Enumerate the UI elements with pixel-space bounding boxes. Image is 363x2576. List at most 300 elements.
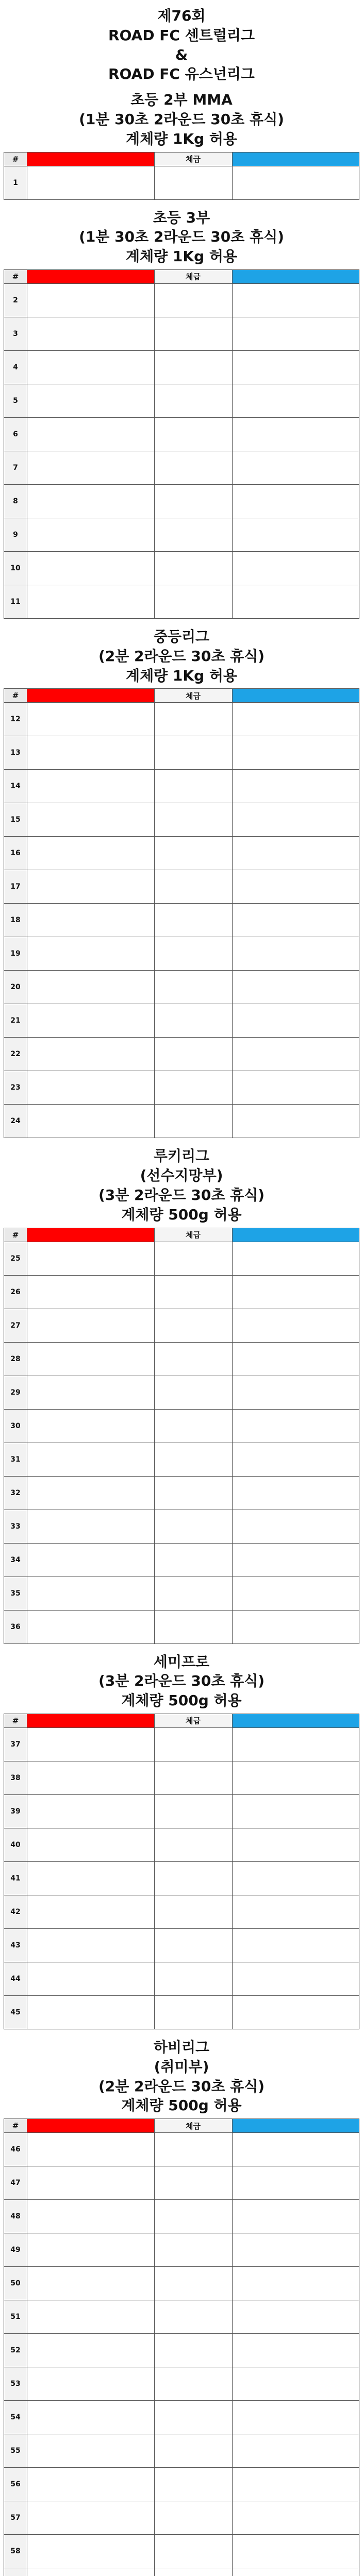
table-row [4, 166, 359, 199]
weight-class-cell [154, 1962, 232, 1995]
table-row [4, 1861, 359, 1895]
table-row [4, 2468, 359, 2501]
weight-class-cell [154, 1275, 232, 1309]
red-corner-cell [27, 2200, 155, 2233]
section-s2 [4, 205, 359, 619]
bout-number: 3 [4, 317, 27, 350]
table-row [4, 904, 359, 937]
red-corner-cell [27, 1727, 155, 1761]
bout-number: 18 [4, 904, 27, 937]
blue-corner-cell [232, 451, 359, 484]
table-row [4, 484, 359, 518]
fight-card-document [4, 3, 359, 2576]
weight-class-cell [154, 770, 232, 803]
table-row [4, 551, 359, 585]
red-corner-cell [27, 1409, 155, 1443]
red-corner-cell [27, 417, 155, 451]
red-corner-cell [27, 770, 155, 803]
table-row [4, 2367, 359, 2401]
table-row [4, 803, 359, 837]
weight-class-cell [154, 904, 232, 937]
table-row [4, 2401, 359, 2434]
section-s1 [4, 87, 359, 199]
red-corner-cell [27, 1275, 155, 1309]
red-corner-cell [27, 2434, 155, 2468]
bout-number: 24 [4, 1105, 27, 1138]
table-row [4, 1342, 359, 1376]
weight-class-cell [154, 2568, 232, 2576]
weight-class-cell [154, 484, 232, 518]
bout-number: 7 [4, 451, 27, 484]
header-number: # [4, 689, 27, 703]
blue-corner-cell [232, 2401, 359, 2434]
weight-class-cell [154, 350, 232, 384]
section-title: 하비리그 (취미부) (2분 2라운드 30초 휴식) 계체량 500g 허용 [98, 2038, 265, 2114]
weight-class-cell [154, 1995, 232, 2029]
red-corner-cell [27, 1794, 155, 1828]
blue-corner-cell [232, 585, 359, 618]
blue-corner-cell [232, 1610, 359, 1643]
weight-class-cell [154, 1105, 232, 1138]
blue-corner-cell [232, 2267, 359, 2300]
blue-corner-cell [232, 904, 359, 937]
header-blue-corner [232, 152, 359, 166]
red-corner-cell [27, 1610, 155, 1643]
section-s5 [4, 1649, 359, 2029]
weight-class-cell [154, 837, 232, 870]
bout-number: 30 [4, 1409, 27, 1443]
red-corner-cell [27, 317, 155, 350]
bout-number: 16 [4, 837, 27, 870]
blue-corner-cell [232, 317, 359, 350]
blue-corner-cell [232, 1928, 359, 1962]
red-corner-cell [27, 2401, 155, 2434]
table-row [4, 384, 359, 417]
bout-number: 55 [4, 2434, 27, 2468]
table-row [4, 1928, 359, 1962]
table-row [4, 971, 359, 1004]
blue-corner-cell [232, 166, 359, 199]
red-corner-cell [27, 736, 155, 770]
blue-corner-cell [232, 837, 359, 870]
blue-corner-cell [232, 2568, 359, 2576]
table-row [4, 1309, 359, 1342]
weight-class-cell [154, 2468, 232, 2501]
bout-number: 35 [4, 1577, 27, 1610]
red-corner-cell [27, 1577, 155, 1610]
weight-class-cell [154, 870, 232, 904]
section-title: 초등 3부 (1분 30초 2라운드 30초 휴식) 계체량 1Kg 허용 [79, 209, 284, 265]
table-row [4, 1995, 359, 2029]
table-row [4, 2166, 359, 2200]
table-row [4, 1443, 359, 1476]
blue-corner-cell [232, 2233, 359, 2267]
weight-class-cell [154, 2300, 232, 2334]
table-header-row [4, 269, 359, 283]
header-number: # [4, 1228, 27, 1242]
blue-corner-cell [232, 803, 359, 837]
table-row [4, 1275, 359, 1309]
red-corner-cell [27, 1105, 155, 1138]
red-corner-cell [27, 2267, 155, 2300]
red-corner-cell [27, 484, 155, 518]
red-corner-cell [27, 2133, 155, 2166]
weight-class-cell [154, 551, 232, 585]
section-title: 루키리그 (선수지망부) (3분 2라운드 30초 휴식) 계체량 500g 허용 [98, 1147, 265, 1223]
table-row [4, 2434, 359, 2468]
red-corner-cell [27, 451, 155, 484]
weight-class-cell [154, 2367, 232, 2401]
red-corner-cell [27, 1342, 155, 1376]
table-row [4, 736, 359, 770]
bout-number: 53 [4, 2367, 27, 2401]
bout-number: 25 [4, 1242, 27, 1275]
bout-number: 11 [4, 585, 27, 618]
table-row [4, 1962, 359, 1995]
section-s4 [4, 1143, 359, 1643]
blue-corner-cell [232, 1727, 359, 1761]
red-corner-cell [27, 937, 155, 971]
red-corner-cell [27, 1995, 155, 2029]
bout-table [4, 2119, 359, 2576]
header-weight-class: 체급 [154, 1714, 232, 1727]
table-header-row [4, 152, 359, 166]
bout-number: 21 [4, 1004, 27, 1038]
blue-corner-cell [232, 2367, 359, 2401]
bout-number: 58 [4, 2535, 27, 2568]
header-number: # [4, 2119, 27, 2133]
table-row [4, 837, 359, 870]
blue-corner-cell [232, 1242, 359, 1275]
red-corner-cell [27, 1962, 155, 1995]
blue-corner-cell [232, 484, 359, 518]
table-row [4, 518, 359, 551]
bout-number: 13 [4, 736, 27, 770]
red-corner-cell [27, 2367, 155, 2401]
blue-corner-cell [232, 384, 359, 417]
table-row [4, 417, 359, 451]
blue-corner-cell [232, 1409, 359, 1443]
weight-class-cell [154, 317, 232, 350]
blue-corner-cell [232, 2200, 359, 2233]
red-corner-cell [27, 904, 155, 937]
table-row [4, 2267, 359, 2300]
blue-corner-cell [232, 2501, 359, 2535]
bout-number: 23 [4, 1071, 27, 1105]
weight-class-cell [154, 1610, 232, 1643]
blue-corner-cell [232, 2300, 359, 2334]
bout-table [4, 1714, 359, 2029]
table-row [4, 870, 359, 904]
header-red-corner [27, 689, 155, 703]
blue-corner-cell [232, 518, 359, 551]
weight-class-cell [154, 2200, 232, 2233]
table-row [4, 350, 359, 384]
table-row [4, 2535, 359, 2568]
weight-class-cell [154, 803, 232, 837]
weight-class-cell [154, 1038, 232, 1071]
red-corner-cell [27, 1376, 155, 1409]
header-weight-class: 체급 [154, 689, 232, 703]
header-red-corner [27, 152, 155, 166]
blue-corner-cell [232, 2133, 359, 2166]
blue-corner-cell [232, 1895, 359, 1928]
weight-class-cell [154, 736, 232, 770]
blue-corner-cell [232, 1376, 359, 1409]
weight-class-cell [154, 451, 232, 484]
blue-corner-cell [232, 1309, 359, 1342]
red-corner-cell [27, 2334, 155, 2367]
bout-number: 42 [4, 1895, 27, 1928]
header-red-corner [27, 269, 155, 283]
bout-number: 12 [4, 703, 27, 736]
weight-class-cell [154, 1828, 232, 1861]
bout-number: 27 [4, 1309, 27, 1342]
table-row [4, 1761, 359, 1794]
bout-number: 50 [4, 2267, 27, 2300]
header-blue-corner [232, 1228, 359, 1242]
table-row [4, 1242, 359, 1275]
blue-corner-cell [232, 1105, 359, 1138]
weight-class-cell [154, 2401, 232, 2434]
bout-number: 38 [4, 1761, 27, 1794]
blue-corner-cell [232, 1543, 359, 1577]
bout-table [4, 688, 359, 1138]
weight-class-cell [154, 1727, 232, 1761]
bout-number: 34 [4, 1543, 27, 1577]
red-corner-cell [27, 1761, 155, 1794]
red-corner-cell [27, 585, 155, 618]
red-corner-cell [27, 1895, 155, 1928]
bout-number: 56 [4, 2468, 27, 2501]
bout-number: 28 [4, 1342, 27, 1376]
table-row [4, 1004, 359, 1038]
red-corner-cell [27, 1928, 155, 1962]
table-row [4, 1577, 359, 1610]
bout-number [4, 2568, 27, 2576]
bout-number: 26 [4, 1275, 27, 1309]
table-row [4, 451, 359, 484]
header-number: # [4, 1714, 27, 1727]
weight-class-cell [154, 283, 232, 317]
red-corner-cell [27, 2535, 155, 2568]
table-row [4, 585, 359, 618]
red-corner-cell [27, 1004, 155, 1038]
header-number: # [4, 152, 27, 166]
bout-number: 22 [4, 1038, 27, 1071]
table-row [4, 317, 359, 350]
red-corner-cell [27, 2568, 155, 2576]
section-title: 세미프로 (3분 2라운드 30초 휴식) 계체량 500g 허용 [98, 1653, 265, 1709]
table-row [4, 1409, 359, 1443]
weight-class-cell [154, 971, 232, 1004]
bout-number: 14 [4, 770, 27, 803]
table-row [4, 2501, 359, 2535]
bout-number: 15 [4, 803, 27, 837]
header-red-corner [27, 1714, 155, 1727]
red-corner-cell [27, 1510, 155, 1543]
header-weight-class: 체급 [154, 1228, 232, 1242]
table-row [4, 1105, 359, 1138]
bout-number: 57 [4, 2501, 27, 2535]
header-weight-class: 체급 [154, 152, 232, 166]
weight-class-cell [154, 518, 232, 551]
weight-class-cell [154, 417, 232, 451]
blue-corner-cell [232, 1038, 359, 1071]
header-red-corner [27, 2119, 155, 2133]
blue-corner-cell [232, 703, 359, 736]
table-row [4, 1071, 359, 1105]
red-corner-cell [27, 870, 155, 904]
red-corner-cell [27, 1071, 155, 1105]
table-header-row [4, 1228, 359, 1242]
bout-number: 43 [4, 1928, 27, 1962]
table-header-row [4, 1714, 359, 1727]
bout-number: 31 [4, 1443, 27, 1476]
blue-corner-cell [232, 2334, 359, 2367]
weight-class-cell [154, 703, 232, 736]
section-s3 [4, 624, 359, 1138]
bout-number: 32 [4, 1476, 27, 1510]
blue-corner-cell [232, 736, 359, 770]
weight-class-cell [154, 2166, 232, 2200]
bout-number: 40 [4, 1828, 27, 1861]
blue-corner-cell [232, 2468, 359, 2501]
red-corner-cell [27, 1242, 155, 1275]
bout-number: 52 [4, 2334, 27, 2367]
table-row [4, 1038, 359, 1071]
bout-number: 49 [4, 2233, 27, 2267]
bout-table [4, 269, 359, 619]
weight-class-cell [154, 2133, 232, 2166]
table-row [4, 1610, 359, 1643]
document-title: 제76회 ROAD FC 센트럴리그 & ROAD FC 유스넌리그 [108, 7, 255, 83]
bout-number: 44 [4, 1962, 27, 1995]
table-row [4, 1895, 359, 1928]
bout-number: 51 [4, 2300, 27, 2334]
table-row [4, 283, 359, 317]
bout-table [4, 1228, 359, 1644]
red-corner-cell [27, 518, 155, 551]
blue-corner-cell [232, 971, 359, 1004]
bout-number: 6 [4, 417, 27, 451]
section-s6 [4, 2035, 359, 2576]
red-corner-cell [27, 837, 155, 870]
bout-number: 10 [4, 551, 27, 585]
blue-corner-cell [232, 1342, 359, 1376]
bout-number: 41 [4, 1861, 27, 1895]
weight-class-cell [154, 2434, 232, 2468]
bout-number: 9 [4, 518, 27, 551]
table-row [4, 2568, 359, 2576]
blue-corner-cell [232, 1861, 359, 1895]
bout-number: 20 [4, 971, 27, 1004]
blue-corner-cell [232, 417, 359, 451]
red-corner-cell [27, 1038, 155, 1071]
weight-class-cell [154, 585, 232, 618]
bout-number: 2 [4, 283, 27, 317]
blue-corner-cell [232, 1071, 359, 1105]
red-corner-cell [27, 2300, 155, 2334]
header-blue-corner [232, 269, 359, 283]
weight-class-cell [154, 2535, 232, 2568]
red-corner-cell [27, 803, 155, 837]
bout-number: 33 [4, 1510, 27, 1543]
red-corner-cell [27, 1443, 155, 1476]
weight-class-cell [154, 1895, 232, 1928]
weight-class-cell [154, 2233, 232, 2267]
weight-class-cell [154, 1071, 232, 1105]
blue-corner-cell [232, 1794, 359, 1828]
weight-class-cell [154, 2267, 232, 2300]
table-row [4, 1510, 359, 1543]
blue-corner-cell [232, 1761, 359, 1794]
table-row [4, 2334, 359, 2367]
bout-number: 29 [4, 1376, 27, 1409]
header-weight-class: 체급 [154, 2119, 232, 2133]
table-row [4, 2200, 359, 2233]
red-corner-cell [27, 2501, 155, 2535]
table-row [4, 1727, 359, 1761]
bout-number: 8 [4, 484, 27, 518]
bout-number: 17 [4, 870, 27, 904]
table-header-row [4, 689, 359, 703]
blue-corner-cell [232, 937, 359, 971]
blue-corner-cell [232, 1828, 359, 1861]
red-corner-cell [27, 350, 155, 384]
table-row [4, 1794, 359, 1828]
bout-number: 47 [4, 2166, 27, 2200]
red-corner-cell [27, 2233, 155, 2267]
blue-corner-cell [232, 1577, 359, 1610]
red-corner-cell [27, 971, 155, 1004]
weight-class-cell [154, 1510, 232, 1543]
red-corner-cell [27, 1861, 155, 1895]
weight-class-cell [154, 1861, 232, 1895]
red-corner-cell [27, 2166, 155, 2200]
weight-class-cell [154, 1928, 232, 1962]
red-corner-cell [27, 1476, 155, 1510]
bout-number: 19 [4, 937, 27, 971]
blue-corner-cell [232, 2434, 359, 2468]
bout-number: 36 [4, 1610, 27, 1643]
red-corner-cell [27, 384, 155, 417]
blue-corner-cell [232, 551, 359, 585]
sections-container [4, 87, 359, 2576]
blue-corner-cell [232, 1995, 359, 2029]
header-blue-corner [232, 2119, 359, 2133]
header-red-corner [27, 1228, 155, 1242]
weight-class-cell [154, 937, 232, 971]
weight-class-cell [154, 1761, 232, 1794]
table-row [4, 1476, 359, 1510]
table-row [4, 1543, 359, 1577]
blue-corner-cell [232, 350, 359, 384]
red-corner-cell [27, 1309, 155, 1342]
blue-corner-cell [232, 1510, 359, 1543]
weight-class-cell [154, 1543, 232, 1577]
weight-class-cell [154, 166, 232, 199]
blue-corner-cell [232, 770, 359, 803]
blue-corner-cell [232, 1004, 359, 1038]
table-row [4, 1828, 359, 1861]
bout-table [4, 152, 359, 200]
red-corner-cell [27, 703, 155, 736]
bout-number: 46 [4, 2133, 27, 2166]
weight-class-cell [154, 1577, 232, 1610]
header-number: # [4, 269, 27, 283]
blue-corner-cell [232, 2535, 359, 2568]
